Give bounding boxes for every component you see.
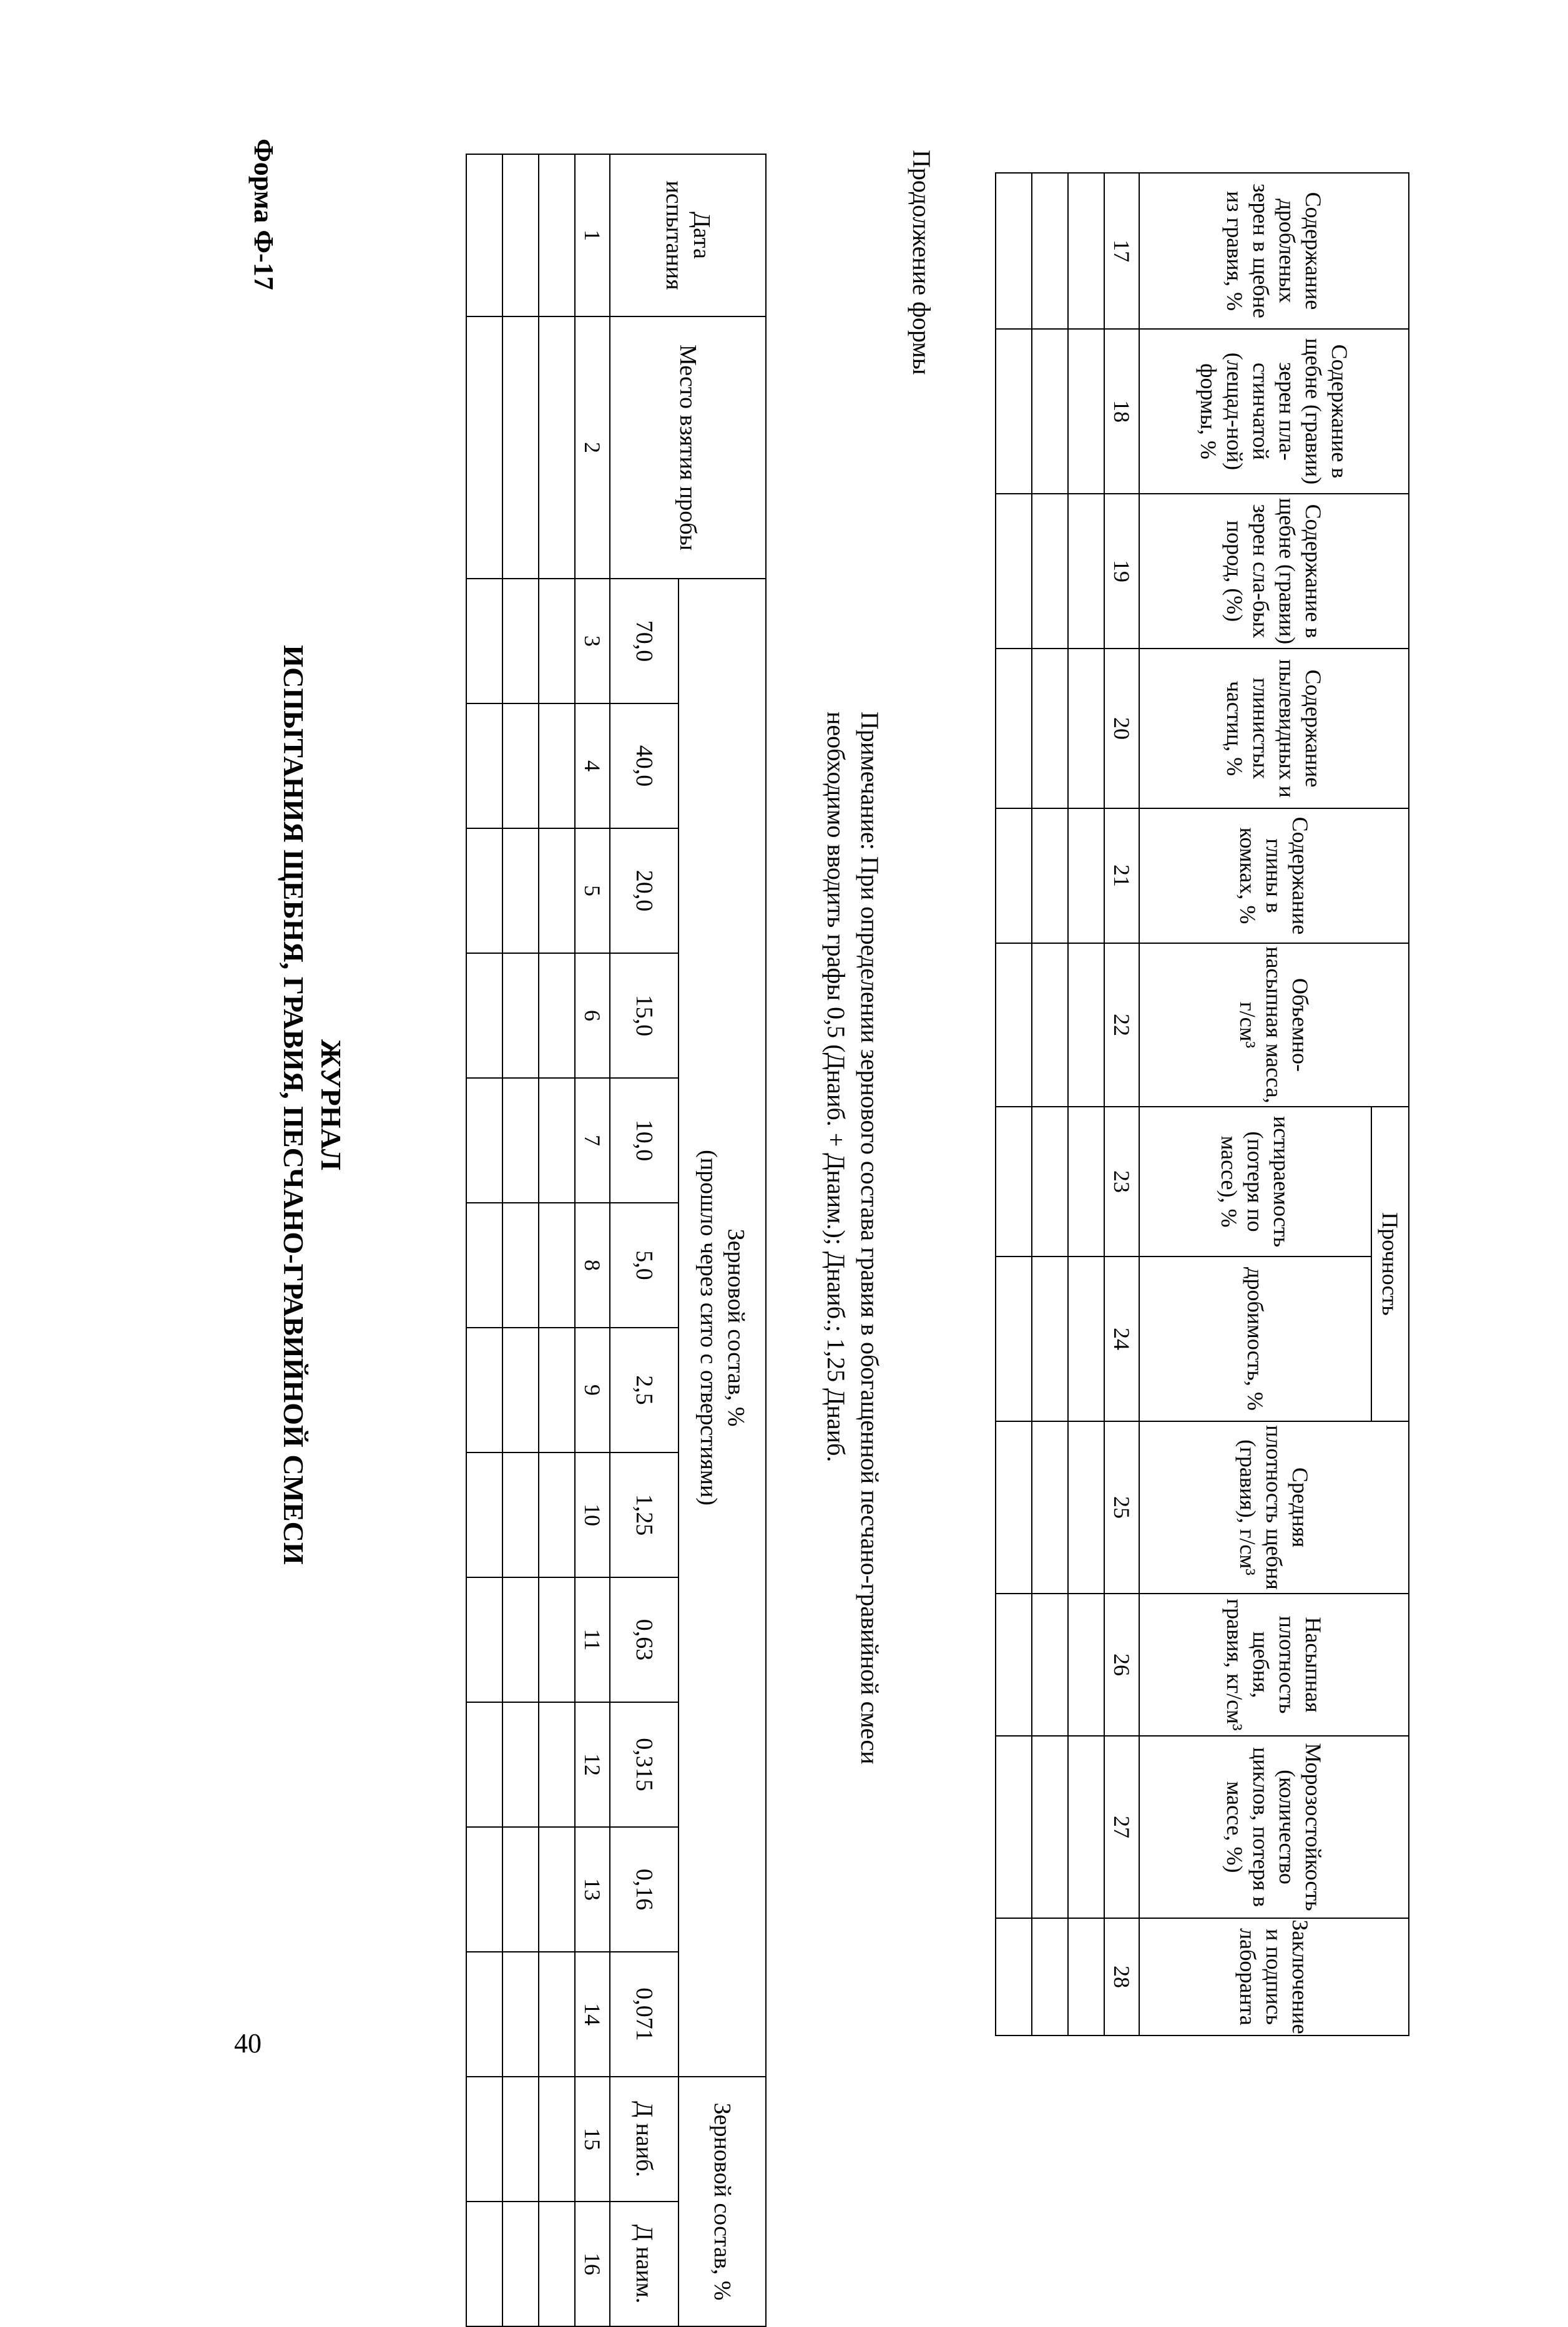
empty-cell[interactable] bbox=[539, 828, 575, 953]
sieve-header: 5,0 bbox=[610, 1203, 679, 1328]
empty-cell[interactable] bbox=[539, 154, 575, 316]
sieve-header: 20,0 bbox=[610, 828, 679, 953]
empty-cell[interactable] bbox=[539, 703, 575, 828]
sieve-header: 70,0 bbox=[610, 579, 679, 703]
sieve-header: 0,071 bbox=[610, 1952, 679, 2077]
empty-cell[interactable] bbox=[466, 2077, 502, 2202]
empty-cell[interactable] bbox=[1068, 1107, 1104, 1257]
column-number: 27 bbox=[1104, 1736, 1139, 1918]
sieve-header: 2,5 bbox=[610, 1328, 679, 1453]
empty-cell[interactable] bbox=[996, 329, 1032, 494]
column-number: 10 bbox=[575, 1453, 610, 1577]
column-number: 14 bbox=[575, 1952, 610, 2077]
grain-composition-table bbox=[466, 154, 767, 2327]
empty-cell[interactable] bbox=[1068, 649, 1104, 808]
header-c21: Содержание глины в комках, % bbox=[1139, 808, 1409, 943]
empty-cell[interactable] bbox=[539, 1827, 575, 1952]
empty-cell[interactable] bbox=[539, 579, 575, 703]
header-c17: Содержание дробленых зерен в щебне из гравия, % bbox=[1139, 173, 1409, 329]
empty-cell[interactable] bbox=[1068, 329, 1104, 494]
empty-cell[interactable] bbox=[466, 154, 502, 316]
empty-cell[interactable] bbox=[996, 1107, 1032, 1257]
header-place: Место взятия пробы bbox=[610, 316, 766, 579]
sieve-header: 0,63 bbox=[610, 1577, 679, 1702]
column-number: 25 bbox=[1104, 1421, 1139, 1594]
empty-cell[interactable] bbox=[502, 1827, 539, 1952]
table-row bbox=[1068, 173, 1104, 2036]
empty-cell[interactable] bbox=[502, 1203, 539, 1328]
header-c20: Содержание пылевидных и глинистых частиц, % bbox=[1139, 649, 1409, 808]
empty-cell[interactable] bbox=[996, 943, 1032, 1107]
empty-cell[interactable] bbox=[466, 1453, 502, 1577]
empty-cell[interactable] bbox=[996, 808, 1032, 943]
empty-cell[interactable] bbox=[502, 1577, 539, 1702]
empty-cell[interactable] bbox=[1032, 808, 1068, 943]
column-number: 2 bbox=[575, 316, 610, 579]
empty-cell[interactable] bbox=[1068, 494, 1104, 649]
empty-cell[interactable] bbox=[502, 1328, 539, 1453]
empty-cell[interactable] bbox=[1032, 1594, 1068, 1736]
empty-cell[interactable] bbox=[1068, 808, 1104, 943]
empty-cell[interactable] bbox=[466, 1328, 502, 1453]
sieve-header: 1,25 bbox=[610, 1453, 679, 1577]
empty-cell[interactable] bbox=[996, 1257, 1032, 1421]
title-line-1: ЖУРНАЛ bbox=[315, 1039, 347, 1170]
empty-cell[interactable] bbox=[502, 316, 539, 579]
column-number: 12 bbox=[575, 1702, 610, 1827]
empty-cell[interactable] bbox=[996, 1594, 1032, 1736]
empty-cell[interactable] bbox=[1068, 1918, 1104, 2036]
column-number: 13 bbox=[575, 1827, 610, 1952]
sieve-header: 40,0 bbox=[610, 703, 679, 828]
empty-cell[interactable] bbox=[996, 1421, 1032, 1594]
column-number: 26 bbox=[1104, 1594, 1139, 1736]
table-row bbox=[996, 173, 1032, 2036]
column-number: 28 bbox=[1104, 1918, 1139, 2036]
empty-cell[interactable] bbox=[539, 1078, 575, 1203]
empty-cell[interactable] bbox=[466, 2202, 502, 2326]
column-number: 3 bbox=[575, 579, 610, 703]
empty-cell[interactable] bbox=[502, 828, 539, 953]
properties-table bbox=[995, 172, 1409, 2036]
empty-cell[interactable] bbox=[1032, 329, 1068, 494]
table-row bbox=[1032, 173, 1068, 2036]
note-line-2: необходимо вводить графы 0,5 (Днаиб. + Днаим.); Днаиб.; 1,25 Днаиб. bbox=[822, 712, 850, 1462]
empty-cell[interactable] bbox=[466, 1577, 502, 1702]
column-number: 11 bbox=[575, 1577, 610, 1702]
column-number: 1 bbox=[575, 154, 610, 316]
table1-container bbox=[466, 154, 767, 2327]
column-number: 18 bbox=[1104, 329, 1139, 494]
column-number: 4 bbox=[575, 703, 610, 828]
table-row bbox=[539, 154, 575, 2326]
empty-cell[interactable] bbox=[996, 1918, 1032, 2036]
header-c27: Морозостойкость (количество циклов, потеря в массе, %) bbox=[1139, 1736, 1409, 1918]
header-strength: Прочность bbox=[1371, 1107, 1409, 1421]
header-grain-composition-sub: (прошло через сито с отверстиями) bbox=[695, 1150, 722, 1506]
header-c23: истираемость (потеря по массе), % bbox=[1139, 1107, 1371, 1257]
empty-cell[interactable] bbox=[539, 2077, 575, 2202]
empty-cell[interactable] bbox=[466, 316, 502, 579]
empty-cell[interactable] bbox=[539, 316, 575, 579]
column-number: 23 bbox=[1104, 1107, 1139, 1257]
sieve-header: 10,0 bbox=[610, 1078, 679, 1203]
column-number: 20 bbox=[1104, 649, 1139, 808]
empty-cell[interactable] bbox=[539, 1328, 575, 1453]
empty-cell[interactable] bbox=[1032, 1257, 1068, 1421]
empty-cell[interactable] bbox=[466, 828, 502, 953]
column-number: 7 bbox=[575, 1078, 610, 1203]
header-d-max: Д наиб. bbox=[610, 2077, 679, 2202]
continuation-label: Продолжение формы bbox=[908, 150, 936, 375]
empty-cell[interactable] bbox=[466, 703, 502, 828]
empty-cell[interactable] bbox=[466, 579, 502, 703]
column-number: 24 bbox=[1104, 1257, 1139, 1421]
empty-cell[interactable] bbox=[1068, 1594, 1104, 1736]
page-number: 40 bbox=[234, 2028, 262, 2059]
empty-cell[interactable] bbox=[502, 154, 539, 316]
column-number: 19 bbox=[1104, 494, 1139, 649]
empty-cell[interactable] bbox=[996, 494, 1032, 649]
empty-cell[interactable] bbox=[539, 1577, 575, 1702]
empty-cell[interactable] bbox=[502, 1453, 539, 1577]
empty-cell[interactable] bbox=[502, 703, 539, 828]
column-number: 8 bbox=[575, 1203, 610, 1328]
empty-cell[interactable] bbox=[502, 1702, 539, 1827]
empty-cell[interactable] bbox=[1032, 173, 1068, 329]
empty-cell[interactable] bbox=[539, 1702, 575, 1827]
header-c18: Содержание в щебне (гравии) зерен пла-стинчатой (лещад-ной) формы, % bbox=[1139, 329, 1409, 494]
header-c24: дробимость, % bbox=[1139, 1257, 1371, 1421]
sieve-header: 0,16 bbox=[610, 1827, 679, 1952]
empty-cell[interactable] bbox=[539, 1203, 575, 1328]
header-grain-composition-2: Зерновой состав, % bbox=[679, 2077, 766, 2326]
sieve-header: 15,0 bbox=[610, 953, 679, 1078]
empty-cell[interactable] bbox=[1068, 943, 1104, 1107]
header-c22: Объемно-насыпная масса, г/см³ bbox=[1139, 943, 1409, 1107]
empty-cell[interactable] bbox=[502, 1952, 539, 2077]
empty-cell[interactable] bbox=[466, 1702, 502, 1827]
empty-cell[interactable] bbox=[996, 649, 1032, 808]
table-row bbox=[466, 154, 502, 2326]
title-line-2: ИСПЫТАНИЯ ЩЕБНЯ, ГРАВИЯ, ПЕСЧАНО-ГРАВИЙНОЙ СМЕСИ bbox=[278, 645, 310, 1565]
empty-cell[interactable] bbox=[466, 1952, 502, 2077]
empty-cell[interactable] bbox=[996, 1736, 1032, 1918]
empty-cell[interactable] bbox=[539, 1453, 575, 1577]
empty-cell[interactable] bbox=[466, 953, 502, 1078]
table-row bbox=[502, 154, 539, 2326]
header-d-min: Д наим. bbox=[610, 2202, 679, 2326]
column-number: 21 bbox=[1104, 808, 1139, 943]
header-c25: Средняя плотность щебня (гравия), г/см³ bbox=[1139, 1421, 1409, 1594]
empty-cell[interactable] bbox=[1068, 1421, 1104, 1594]
empty-cell[interactable] bbox=[502, 2077, 539, 2202]
column-number: 16 bbox=[575, 2202, 610, 2326]
empty-cell[interactable] bbox=[502, 579, 539, 703]
empty-cell[interactable] bbox=[996, 173, 1032, 329]
header-grain-composition-title: Зерновой состав, % bbox=[723, 1228, 749, 1427]
empty-cell[interactable] bbox=[1068, 1736, 1104, 1918]
empty-cell[interactable] bbox=[1032, 1918, 1068, 2036]
header-c19: Содержание в щебне (гравии) зерен сла-бых пород, (%) bbox=[1139, 494, 1409, 649]
empty-cell[interactable] bbox=[502, 1078, 539, 1203]
column-number: 6 bbox=[575, 953, 610, 1078]
table2-container bbox=[995, 172, 1409, 2036]
empty-cell[interactable] bbox=[539, 2202, 575, 2326]
empty-cell[interactable] bbox=[466, 1827, 502, 1952]
empty-cell[interactable] bbox=[1032, 1736, 1068, 1918]
empty-cell[interactable] bbox=[1032, 494, 1068, 649]
empty-cell[interactable] bbox=[1032, 1107, 1068, 1257]
empty-cell[interactable] bbox=[466, 1078, 502, 1203]
empty-cell[interactable] bbox=[1068, 1257, 1104, 1421]
column-number: 5 bbox=[575, 828, 610, 953]
empty-cell[interactable] bbox=[539, 1952, 575, 2077]
empty-cell[interactable] bbox=[1068, 173, 1104, 329]
empty-cell[interactable] bbox=[539, 953, 575, 1078]
column-number: 22 bbox=[1104, 943, 1139, 1107]
sieve-header: 0,315 bbox=[610, 1702, 679, 1827]
empty-cell[interactable] bbox=[1032, 943, 1068, 1107]
column-number: 15 bbox=[575, 2077, 610, 2202]
header-c28: Заключение и подпись лаборанта bbox=[1139, 1918, 1409, 2036]
column-number: 17 bbox=[1104, 173, 1139, 329]
note bbox=[811, 712, 886, 2047]
header-grain-composition bbox=[679, 579, 766, 2077]
header-c26: Насыпная плотность щебня, гравия, кг/см³ bbox=[1139, 1594, 1409, 1736]
column-number: 9 bbox=[575, 1328, 610, 1453]
empty-cell[interactable] bbox=[502, 2202, 539, 2326]
journal-title bbox=[256, 574, 350, 1635]
header-date: Дата испытания bbox=[610, 154, 766, 316]
empty-cell[interactable] bbox=[1032, 1421, 1068, 1594]
note-line-1: Примечание: При определении зернового состава гравия в обогащенной песчано-гравийной смеси bbox=[856, 712, 884, 1765]
form-code: Форма Ф-17 bbox=[248, 139, 279, 290]
empty-cell[interactable] bbox=[502, 953, 539, 1078]
empty-cell[interactable] bbox=[1032, 649, 1068, 808]
empty-cell[interactable] bbox=[466, 1203, 502, 1328]
